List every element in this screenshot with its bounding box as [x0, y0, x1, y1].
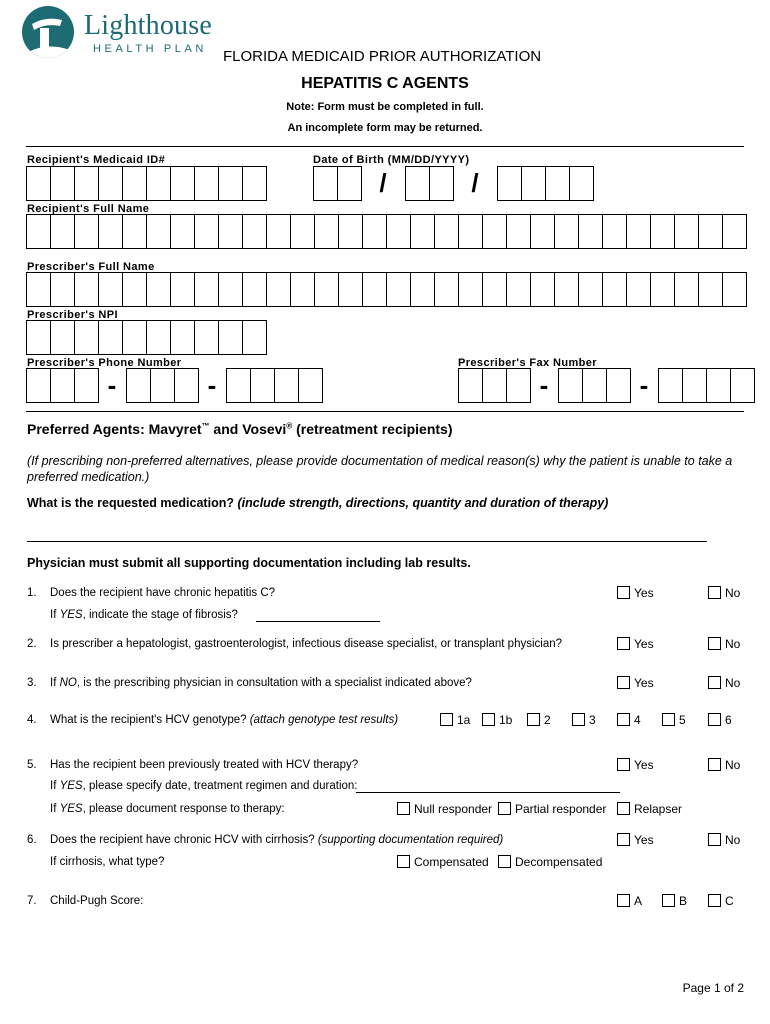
npi-label: Prescriber's NPI: [27, 309, 118, 321]
logo-wordmark: Lighthouse: [84, 10, 212, 41]
checkbox-icon: [708, 758, 721, 771]
q2-no[interactable]: No: [708, 637, 740, 651]
checkbox-icon: [708, 894, 721, 907]
fax-dash: -: [539, 370, 549, 400]
physician-note: Physician must submit all supporting documentation including lab results.: [27, 556, 471, 570]
phone-input[interactable]: [26, 368, 322, 403]
checkbox-icon: [482, 713, 495, 726]
checkbox-icon: [708, 713, 721, 726]
dob-separator: /: [379, 168, 387, 198]
checkbox-icon: [617, 676, 630, 689]
genotype-3[interactable]: 3: [572, 713, 596, 727]
q5-sub1: If YES, please specify date, treatment regimen and duration:: [50, 780, 358, 792]
q3-number: 3.: [27, 677, 37, 689]
null-responder-option[interactable]: Null responder: [397, 802, 492, 816]
checkbox-icon: [708, 676, 721, 689]
form-title: FLORIDA MEDICAID PRIOR AUTHORIZATION: [223, 48, 542, 65]
non-preferred-note: (If prescribing non-preferred alternatives, please provide documentation of medical reason(s) why the patient is unable to take a preferred medication.): [27, 454, 733, 484]
checkbox-icon: [440, 713, 453, 726]
q1-yes[interactable]: Yes: [617, 586, 654, 600]
npi-input[interactable]: [26, 320, 266, 355]
q1-sub: If YES, indicate the stage of fibrosis?: [50, 609, 238, 621]
lighthouse-logo-icon: [22, 6, 74, 58]
fax-label: Prescriber's Fax Number: [458, 357, 597, 369]
dob-label: Date of Birth (MM/DD/YYYY): [313, 154, 470, 166]
checkbox-icon: [617, 758, 630, 771]
q2-yes[interactable]: Yes: [617, 637, 654, 651]
checkbox-icon: [617, 894, 630, 907]
checkbox-icon: [708, 586, 721, 599]
medicaid-id-input[interactable]: [26, 166, 266, 201]
preferred-agents-heading: Preferred Agents: Mavyret™ and Vosevi® (retreatment recipients): [27, 421, 453, 437]
checkbox-icon: [617, 586, 630, 599]
decompensated-option[interactable]: Decompensated: [498, 855, 602, 869]
compensated-option[interactable]: Compensated: [397, 855, 489, 869]
q1-no[interactable]: No: [708, 586, 740, 600]
checkbox-icon: [397, 855, 410, 868]
checkbox-icon: [397, 802, 410, 815]
checkbox-icon: [617, 713, 630, 726]
checkbox-icon: [617, 833, 630, 846]
q3-yes[interactable]: Yes: [617, 676, 654, 690]
phone-dash: -: [107, 370, 117, 400]
prescriber-name-input[interactable]: [26, 272, 746, 307]
genotype-1b[interactable]: 1b: [482, 713, 512, 727]
genotype-6[interactable]: 6: [708, 713, 732, 727]
genotype-2[interactable]: 2: [527, 713, 551, 727]
genotype-4[interactable]: 4: [617, 713, 641, 727]
checkbox-icon: [617, 637, 630, 650]
checkbox-icon: [572, 713, 585, 726]
note-complete: Note: Form must be completed in full.: [286, 101, 484, 113]
checkbox-icon: [708, 833, 721, 846]
checkbox-icon: [708, 637, 721, 650]
child-pugh-c[interactable]: C: [708, 894, 734, 908]
checkbox-icon: [617, 802, 630, 815]
checkbox-icon: [662, 713, 675, 726]
child-pugh-b[interactable]: B: [662, 894, 687, 908]
q5-no[interactable]: No: [708, 758, 740, 772]
q7-number: 7.: [27, 895, 37, 907]
medicaid-id-label: Recipient's Medicaid ID#: [27, 154, 166, 166]
prescriber-name-label: Prescriber's Full Name: [27, 261, 155, 273]
divider: [26, 146, 744, 147]
q7-text: Child-Pugh Score:: [50, 895, 144, 907]
recipient-name-label: Recipient's Full Name: [27, 203, 150, 215]
checkbox-icon: [498, 855, 511, 868]
q6-sub: If cirrhosis, what type?: [50, 856, 165, 868]
checkbox-icon: [662, 894, 675, 907]
q3-no[interactable]: No: [708, 676, 740, 690]
genotype-1a[interactable]: 1a: [440, 713, 470, 727]
child-pugh-a[interactable]: A: [617, 894, 642, 908]
q3-text: If NO, is the prescribing physician in consultation with a specialist indicated above?: [50, 677, 472, 689]
q5-text: Has the recipient been previously treated with HCV therapy?: [50, 759, 359, 771]
checkbox-icon: [498, 802, 511, 815]
q5-number: 5.: [27, 759, 37, 771]
dob-input[interactable]: [313, 166, 593, 201]
medication-question: What is the requested medication? (include strength, directions, quantity and duration of therapy): [27, 496, 609, 510]
relapser-option[interactable]: Relapser: [617, 802, 682, 816]
checkbox-icon: [527, 713, 540, 726]
fax-input[interactable]: [458, 368, 754, 403]
q4-number: 4.: [27, 714, 37, 726]
partial-responder-option[interactable]: Partial responder: [498, 802, 606, 816]
treatment-details-line[interactable]: [356, 792, 620, 793]
q6-number: 6.: [27, 834, 37, 846]
genotype-5[interactable]: 5: [662, 713, 686, 727]
q5-yes[interactable]: Yes: [617, 758, 654, 772]
page-number: Page 1 of 2: [682, 981, 744, 995]
dob-separator: /: [471, 168, 479, 198]
q4-text: What is the recipient's HCV genotype? (attach genotype test results): [50, 714, 399, 726]
phone-dash: -: [207, 370, 217, 400]
q6-yes[interactable]: Yes: [617, 833, 654, 847]
fibrosis-stage-line[interactable]: [256, 621, 380, 622]
phone-label: Prescriber's Phone Number: [27, 357, 182, 369]
divider: [26, 411, 744, 412]
q6-text: Does the recipient have chronic HCV with cirrhosis? (supporting documentation required): [50, 834, 504, 846]
q2-text: Is prescriber a hepatologist, gastroenterologist, infectious disease specialist, or transplant physician?: [50, 638, 563, 650]
logo-tagline: HEALTH PLAN: [93, 43, 207, 55]
q2-number: 2.: [27, 638, 37, 650]
fax-dash: -: [639, 370, 649, 400]
medication-answer-line[interactable]: [27, 541, 707, 542]
form-subtitle: HEPATITIS C AGENTS: [301, 75, 469, 92]
q6-no[interactable]: No: [708, 833, 740, 847]
recipient-name-input[interactable]: [26, 214, 746, 249]
q1-number: 1.: [27, 587, 37, 599]
q1-text: Does the recipient have chronic hepatitis C?: [50, 587, 276, 599]
note-incomplete: An incomplete form may be returned.: [287, 122, 483, 134]
q5-sub2: If YES, please document response to therapy:: [50, 803, 285, 815]
